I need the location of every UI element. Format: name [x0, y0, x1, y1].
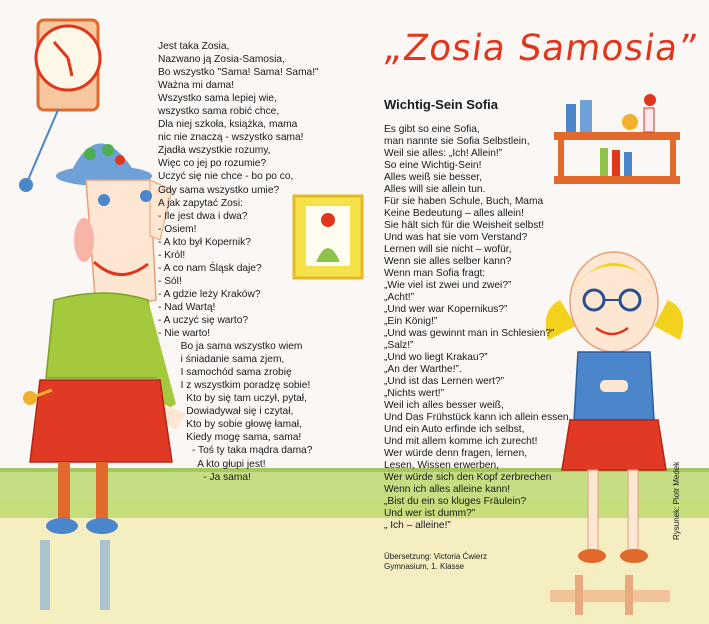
poem-line: Gymnasium, 1. Klasse — [384, 562, 465, 571]
polish-title: „Zosia Samosia” — [381, 28, 701, 69]
poem-line: Und Das Frühstück kann ich allein essen. — [384, 412, 572, 423]
poem-line: „Und wo liegt Krakau?” — [384, 352, 488, 363]
poem-line: Wer würde sich den Kopf zerbrechen — [384, 472, 552, 483]
poem-line: Lernen will sie nicht – wofür, — [384, 244, 512, 255]
poem-line: Zjadła wszystkie rozumy, — [158, 145, 271, 157]
poem-line: Wenn ich alles alleine kann! — [384, 484, 511, 495]
german-title: Wichtig-Sein Sofia — [384, 97, 498, 112]
poem-line: - A gdzie leży Kraków? — [158, 288, 261, 300]
poem-line: „Und wer war Kopernikus?” — [384, 304, 508, 315]
poem-line: A kto głupi jest! — [158, 458, 266, 470]
poem-line: „Ein König!” — [384, 316, 438, 327]
poem-line: Übersetzung: Victoria Ćwierz — [384, 552, 488, 561]
poem-line: „Und ist das Lernen wert?” — [384, 376, 505, 387]
poem-line: „Acht!” — [384, 292, 415, 303]
poem-line: Jest taka Zosia, — [158, 41, 230, 52]
poem-line: - Toś ty taka mądra dama? — [158, 445, 313, 457]
poem-line: - A kto był Kopernik? — [158, 236, 251, 248]
poem-line: - Sól! — [158, 275, 182, 287]
poem-line: I samochód sama zrobię — [158, 367, 292, 379]
poem-line: I z wszystkim poradzę sobie! — [158, 380, 311, 392]
poem-line: Wer würde denn fragen, lernen, — [384, 448, 528, 459]
poem-line: - A co nam Śląsk daje? — [158, 262, 262, 274]
poem-line: Gdy sama wszystko umie? — [158, 184, 280, 196]
poem-line: Bo wszystko "Sama! Sama! Sama!" — [158, 67, 319, 79]
poem-line: „Bist du ein so kluges Fräulein? — [384, 496, 527, 507]
poem-line: A jak zapytać Zosi: — [158, 197, 243, 209]
poem-line: Für sie haben Schule, Buch, Mama — [384, 196, 544, 207]
poem-line: Sie hält sich für die Weisheit selbst! — [384, 220, 545, 231]
poem-line: Więc co jej po rozumie? — [158, 158, 267, 170]
poem-line: Es gibt so eine Sofia, — [384, 124, 480, 135]
poem-line: wszystko sama robić chce, — [158, 106, 280, 118]
poem-line: Uczyć się nie chce - bo po co, — [158, 171, 294, 183]
poem-line: Lesen, Wissen erwerben, — [384, 460, 499, 471]
illustration-credit: Rysunek: Piotr Medek — [672, 461, 681, 540]
poem-line: - Nie warto! — [158, 328, 211, 340]
poem-line: „ Ich – alleine!” — [384, 520, 451, 531]
poem-line: Weil ich alles besser weiß, — [384, 400, 504, 411]
poem-line: Kto by sobie głowę łamał, — [158, 419, 302, 431]
poem-line: - Nad Wartą! — [158, 301, 216, 313]
poem-line: Kiedy mogę sama, sama! — [158, 432, 302, 444]
poem-line: So eine Wichtig-Sein! — [384, 160, 482, 171]
german-poem — [384, 124, 594, 532]
poem-line: Und mit allem komme ich zurecht! — [384, 436, 538, 447]
poem-line: man nannte sie Sofia Selbstlein, — [384, 136, 530, 147]
poem-line: Und wer ist dumm?” — [384, 508, 476, 519]
poem-line: Dla niej szkoła, książka, mama — [158, 119, 298, 131]
poem-line: Kto by się tam uczył, pytał, — [158, 393, 307, 405]
poem-line: - Osiem! — [158, 223, 197, 235]
poem-line: - Ja sama! — [158, 471, 251, 483]
poem-line: Keine Bedeutung – alles allein! — [384, 208, 524, 219]
poem-line: „Und was gewinnt man in Schlesien?” — [384, 328, 555, 339]
poem-line: Weil sie alles: „Ich! Allein!” — [384, 148, 503, 159]
poem-line: Bo ja sama wszystko wiem — [158, 341, 303, 353]
poem-line: „Nichts wert!” — [384, 388, 444, 399]
poem-line: Alles weiß sie besser, — [384, 172, 482, 183]
poem-line: Nazwano ją Zosia-Samosia, — [158, 54, 285, 66]
poem-line: Wenn man Sofia fragt: — [384, 268, 486, 279]
polish-poem — [158, 40, 378, 484]
poem-line: - Ile jest dwa i dwa? — [158, 210, 248, 222]
poem-line: „An der Warthe!”. — [384, 364, 462, 375]
poem-line: Ważna mi dama! — [158, 80, 235, 92]
poem-line: Wszystko sama lepiej wie, — [158, 93, 277, 105]
poem-line: Und was hat sie vom Verstand? — [384, 232, 528, 243]
poem-line: Wenn sie alles selber kann? — [384, 256, 512, 267]
poem-line: - A uczyć się warto? — [158, 314, 249, 326]
poem-line: - Król! — [158, 249, 186, 261]
poem-line: Alles will sie allein tun. — [384, 184, 486, 195]
poem-line: „Salz!” — [384, 340, 414, 351]
poem-line: nic nie znaczą - wszystko sama! — [158, 132, 304, 144]
poem-line: „Wie viel ist zwei und zwei?” — [384, 280, 512, 291]
poem-line: Und ein Auto erfinde ich selbst, — [384, 424, 525, 435]
poem-line: Dowiadywał się i czytał, — [158, 406, 294, 418]
poem-line: i śniadanie sama zjem, — [158, 354, 285, 366]
translation-credit — [384, 552, 487, 572]
